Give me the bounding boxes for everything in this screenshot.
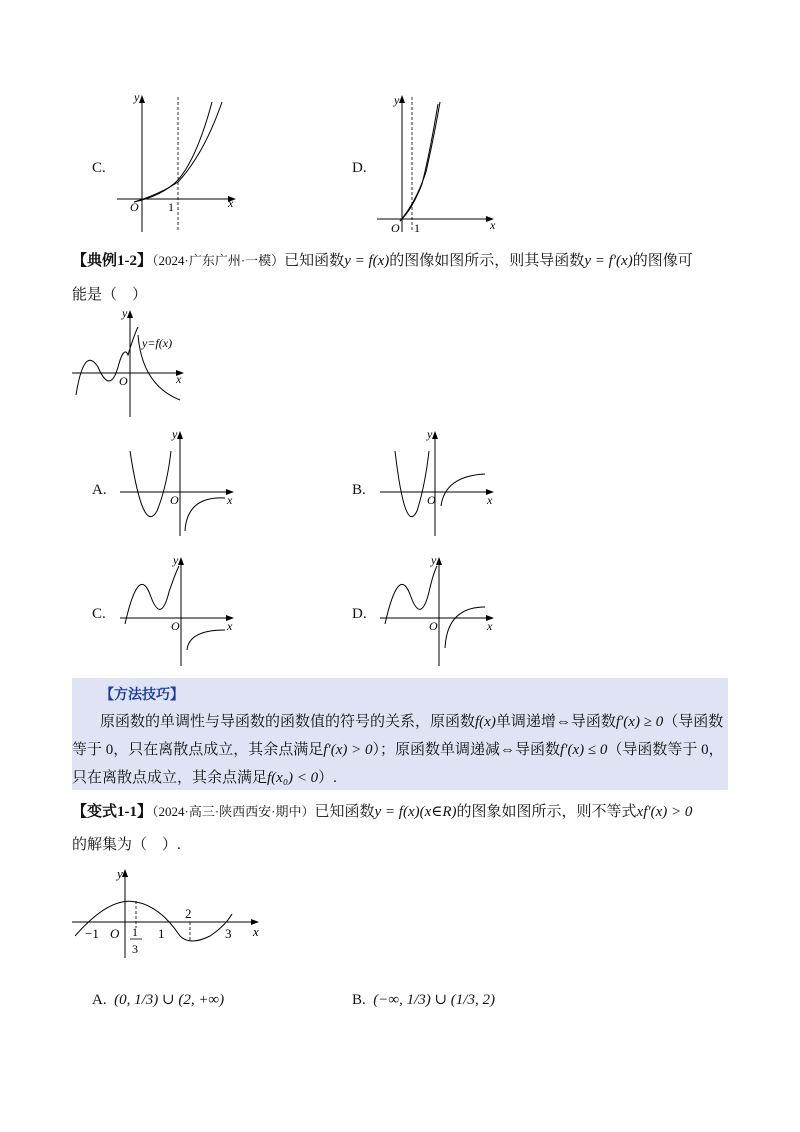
graph-original-function	[70, 305, 190, 420]
svg-text:y: y	[117, 866, 123, 881]
graph-option-a	[115, 426, 240, 538]
svg-text:y: y	[427, 427, 433, 441]
graph-option-d	[375, 552, 500, 667]
graph-option-b	[375, 426, 500, 538]
variant-tag: 【变式1-1】	[72, 804, 152, 820]
answer-a: A. (0, 1/3) ∪ (2, +∞)	[92, 992, 225, 1008]
svg-text:2: 2	[185, 906, 192, 921]
method-line-1: 原函数的单调性与导函数的函数值的符号的关系，原函数f(x)单调递增⇔导函数f′(x) ≥ 0（导函数	[100, 714, 724, 730]
eq-y-fx: y = f(x)	[344, 253, 390, 269]
svg-text:x: x	[227, 619, 233, 633]
svg-text:1: 1	[158, 926, 165, 941]
example-question-line2: 能是（ ）	[72, 287, 148, 303]
option-d2-label: D.	[352, 606, 367, 622]
svg-text:O: O	[119, 374, 128, 388]
option-c2-label: C.	[92, 606, 106, 622]
x-axis-label: x	[228, 196, 234, 210]
example-question: 【典例1-2】（2024·广东广州·一模）已知函数y = f(x)的图像如图所示，则其导函数y = f′(x)的图像可	[72, 253, 693, 269]
option-c-label: C.	[92, 160, 106, 176]
svg-text:O: O	[427, 493, 436, 507]
svg-text:1: 1	[132, 925, 138, 939]
svg-text:x: x	[176, 372, 182, 386]
fx-label: y=f(x)	[142, 336, 173, 350]
svg-text:x: x	[490, 218, 496, 232]
variant-source: （2024·高三·陕西西安·期中）	[152, 804, 315, 819]
svg-text:3: 3	[132, 942, 138, 956]
svg-text:−1: −1	[85, 926, 99, 941]
y-axis-label: y	[134, 92, 140, 104]
example-tag: 【典例1-2】	[72, 253, 152, 269]
method-line-3: 只在离散点成立，其余点满足f(x₀) < 0）.	[72, 770, 337, 786]
variant-question-line2: 的解集为（ ）.	[72, 837, 181, 853]
option-b-label: B.	[352, 482, 366, 498]
svg-text:y: y	[172, 427, 178, 441]
method-tips-title: 【方法技巧】	[100, 688, 184, 703]
svg-text:y: y	[431, 553, 437, 567]
tick-one-label: 1	[168, 200, 174, 214]
method-line-2: 等于 0，只在离散点成立，其余点满足f′(x) > 0）；原函数单调递减⇔导函数f′(x) ≤ 0（导函数等于 0，	[72, 742, 724, 758]
graph-variant-function	[70, 866, 270, 966]
option-d-label: D.	[352, 160, 367, 176]
variant-question: 【变式1-1】（2024·高三·陕西西安·期中）已知函数y = f(x)(x∈R)的图象如图所示，则不等式xf′(x) > 0	[72, 804, 693, 820]
graph-option-c-top	[112, 92, 242, 237]
option-a-label: A.	[92, 482, 107, 498]
svg-text:1: 1	[414, 221, 420, 235]
svg-text:O: O	[170, 493, 179, 507]
svg-text:O: O	[171, 619, 180, 633]
eq-y-fprime: y = f′(x)	[584, 253, 633, 269]
example-source: （2024·广东广州·一模）	[152, 253, 285, 268]
svg-text:3: 3	[225, 926, 232, 941]
svg-text:O: O	[429, 619, 438, 633]
svg-text:x: x	[487, 619, 493, 633]
svg-text:x: x	[253, 924, 259, 939]
graph-option-d-top	[372, 92, 502, 237]
svg-text:O: O	[110, 926, 120, 941]
svg-text:y: y	[394, 93, 400, 107]
svg-text:O: O	[391, 221, 400, 235]
answer-b: B. (−∞, 1/3) ∪ (1/3, 2)	[352, 992, 495, 1008]
svg-text:y: y	[122, 306, 128, 320]
svg-text:y: y	[173, 553, 179, 567]
graph-option-c	[115, 552, 240, 667]
svg-text:x: x	[227, 493, 233, 507]
svg-text:x: x	[487, 493, 493, 507]
origin-label: O	[130, 200, 139, 214]
